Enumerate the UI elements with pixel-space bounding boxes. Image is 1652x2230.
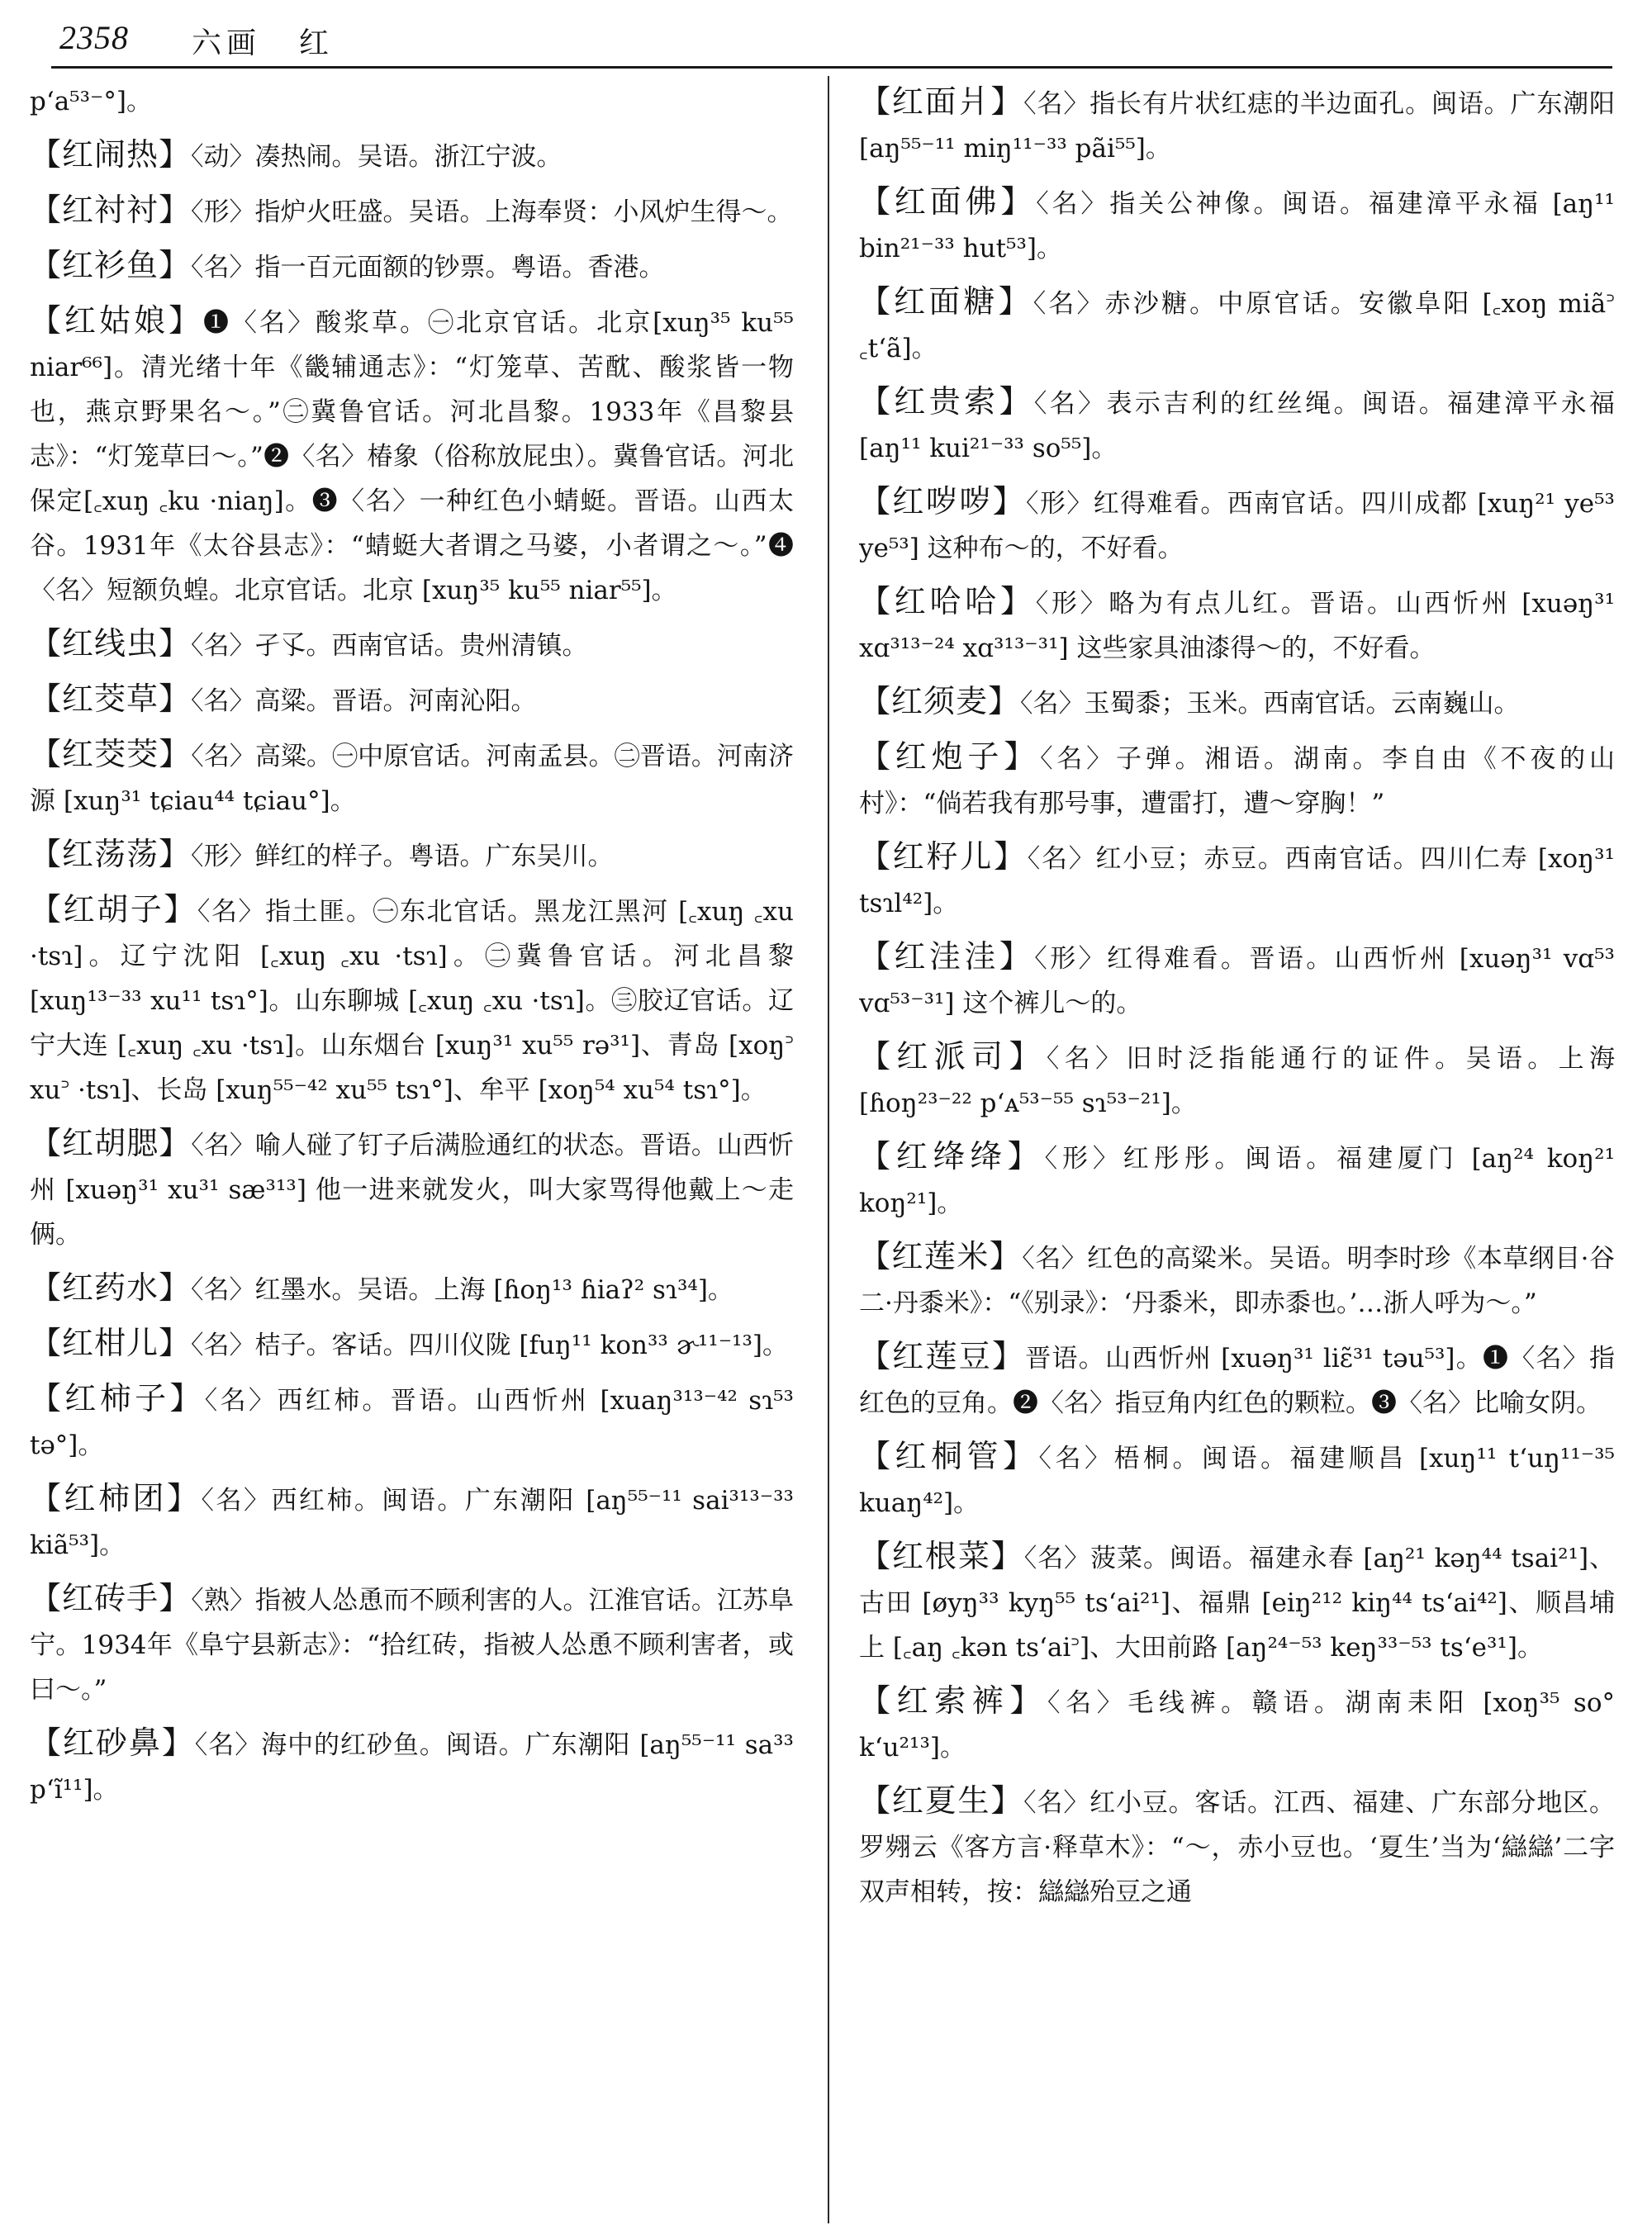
continuation-text: p‘a⁵³⁻°]。 (30, 87, 152, 116)
column-divider (828, 76, 829, 2223)
entry-headword: 【红柑儿】 (30, 1325, 192, 1361)
entry-headword: 【红衬衬】 (30, 192, 192, 228)
entry-definition: 〈名〉指一百元面额的钞票。粤语。香港。 (191, 253, 665, 282)
entry-definition: 〈形〉红得难看。晋语。山西忻州 [xuəŋ³¹ vɑ⁵³ vɑ⁵³⁻³¹] 这个裤儿～的。 (859, 944, 1615, 1018)
dictionary-entry (859, 479, 1615, 571)
entry-definition: 〈名〉梧桐。闽语。福建顺昌 [xuŋ¹¹ t‘uŋ¹¹⁻³⁵ kuaŋ⁴²]。 (859, 1444, 1615, 1518)
entry-headword: 【红面佛】 (859, 183, 1037, 220)
entry-headword: 【红贵索】 (859, 383, 1034, 420)
entry-headword: 【红哈哈】 (859, 583, 1036, 619)
entry-headword: 【红夏生】 (859, 1782, 1024, 1819)
dictionary-entry (859, 279, 1615, 371)
dictionary-entry (859, 1534, 1615, 1670)
entry-definition: 〈形〉鲜红的样子。粤语。广东吴川。 (191, 842, 614, 871)
entry-definition: 〈名〉高粱。晋语。河南沁阳。 (191, 686, 537, 716)
entry-headword: 【红柿团】 (30, 1480, 202, 1516)
entry-definition: 〈形〉指炉火旺盛。吴语。上海奉贤：小风炉生得～。 (191, 197, 793, 227)
entry-definition: 〈名〉指长有片状红痣的半边面孔。闽语。广东潮阳 [aŋ⁵⁵⁻¹¹ miŋ¹¹⁻³³ pãi⁵⁵]。 (859, 89, 1615, 164)
dictionary-entry (30, 676, 794, 724)
right-entry-list (859, 79, 1615, 1914)
entry-headword: 【红线虫】 (30, 625, 192, 662)
entry-headword: 【红籽儿】 (859, 838, 1028, 875)
entry-headword: 【红须麦】 (859, 683, 1021, 719)
entry-headword: 【红砖手】 (30, 1580, 192, 1616)
entry-definition: 〈名〉孑孓。西南官话。贵州清镇。 (191, 631, 588, 661)
dictionary-entry (30, 243, 794, 290)
dictionary-entry (30, 187, 794, 235)
entry-definition: 〈名〉指土匪。㊀东北官话。黑龙江黑河 [꜀xuŋ ꜀xu ·tsɿ]。辽宁沈阳 [꜀xuŋ ꜀xu ·tsɿ]。㊁冀鲁官话。河北昌黎 [xuŋ¹³⁻³³ xu¹¹ tsɿ°]。山东聊城 [꜀xuŋ ꜀xu ·tsɿ]。㊂胶辽官话。辽宁大连 [꜀xuŋ ꜀xu ·tsɿ]。山东烟台 [xuŋ³¹ xu⁵⁵ rə³¹]、青岛 [xoŋ꜄ xu꜄ ·tsɿ]、长岛 [xuŋ⁵⁵⁻⁴² xu⁵⁵ tsɿ°]、牟平 [xoŋ⁵⁴ xu⁵⁴ tsɿ°]。 (30, 897, 794, 1105)
entry-headword: 【红药水】 (30, 1269, 192, 1306)
entry-definition: 〈名〉西红柿。晋语。山西忻州 [xuaŋ³¹³⁻⁴² sɿ⁵³ tə°]。 (30, 1386, 794, 1460)
entry-definition: 〈名〉西红柿。闽语。广东潮阳 [aŋ⁵⁵⁻¹¹ sai³¹³⁻³³ kiã⁵³]。 (30, 1486, 794, 1560)
entry-headword: 【红洼洼】 (859, 938, 1035, 975)
entry-definition: 〈动〉凑热闹。吴语。浙江宁波。 (191, 142, 563, 172)
entry-definition: 〈名〉表示吉利的红丝绳。闽语。福建漳平永福 [aŋ¹¹ kui²¹⁻³³ so⁵⁵]。 (859, 389, 1615, 463)
entry-definition: 〈名〉玉蜀黍；玉米。西南官话。云南巍山。 (1020, 689, 1520, 719)
dictionary-entry (859, 734, 1615, 826)
entry-definition: 〈名〉喻人碰了钉子后满脸通红的状态。晋语。山西忻州 [xuəŋ³¹ xu³¹ sæ³¹³] 他一进来就发火，叫大家骂得他戴上～走俩。 (30, 1131, 794, 1250)
dictionary-entry (859, 1778, 1615, 1914)
page-header (59, 17, 1602, 64)
entry-headword: 【红砂鼻】 (30, 1725, 195, 1761)
dictionary-entry (30, 832, 794, 879)
entry-headword: 【红闹热】 (30, 136, 192, 173)
right-column (859, 79, 1615, 2227)
index-character: 红 (299, 26, 330, 60)
entry-headword: 【红索裤】 (859, 1682, 1048, 1719)
dictionary-entry (859, 379, 1615, 471)
entry-definition: 〈名〉毛线裤。赣语。湖南耒阳 [xoŋ³⁵ so° k‘u²¹³]。 (859, 1688, 1615, 1763)
left-column (30, 79, 794, 2227)
dictionary-entry (30, 1576, 794, 1712)
entry-headword: 【红哕哕】 (859, 483, 1027, 520)
entry-definition: 〈名〉红小豆；赤豆。西南官话。四川仁寿 [xoŋ³¹ tsɿl⁴²]。 (859, 844, 1615, 918)
entry-headword: 【红面糖】 (859, 283, 1033, 320)
dictionary-entry (859, 679, 1615, 726)
dictionary-entry (859, 1334, 1615, 1426)
dictionary-entry (30, 298, 794, 613)
entry-headword: 【红派司】 (859, 1038, 1047, 1075)
dictionary-entry (30, 1476, 794, 1568)
entry-headword: 【红胡腮】 (30, 1125, 192, 1161)
entry-headword: 【红茭草】 (30, 681, 192, 717)
entry-headword: 【红柿子】 (30, 1380, 205, 1416)
entry-definition: 〈名〉高粱。㊀中原官话。河南孟县。㊁晋语。河南济源 [xuŋ³¹ tɕiau⁴⁴ tɕiau°]。 (30, 742, 794, 816)
dictionary-entry (30, 1121, 794, 1257)
dictionary-entry (859, 1134, 1615, 1226)
entry-definition: 〈形〉略为有点儿红。晋语。山西忻州 [xuəŋ³¹ xɑ³¹³⁻²⁴ xɑ³¹³⁻³¹] 这些家具油漆得～的，不好看。 (859, 589, 1615, 663)
entry-headword: 【红莲豆】 (859, 1338, 1026, 1374)
entry-definition: 〈名〉红墨水。吴语。上海 [ɦoŋ¹³ ɦiaʔ² sɿ³⁴]。 (191, 1275, 733, 1305)
dictionary-entry (30, 132, 794, 179)
entry-headword: 【红衫鱼】 (30, 247, 192, 283)
header-rule (51, 66, 1612, 69)
entry-definition: 〈名〉红色的高粱米。吴语。明李时珍《本草纲目·谷二·丹黍米》：“《别录》：‘丹黍米，即赤黍也。’…浙人呼为～。” (859, 1244, 1615, 1318)
dictionary-entry (30, 1376, 794, 1468)
dictionary-entry (30, 732, 794, 823)
entry-definition: 〈名〉菠菜。闽语。福建永春 [aŋ²¹ kəŋ⁴⁴ tsai²¹]、古田 [øyŋ³³ kyŋ⁵⁵ ts‘ai²¹]、福鼎 [eiŋ²¹² kiŋ⁴⁴ ts‘ai⁴²]、顺昌埔上 [꜀aŋ ꜀kən ts‘ai꜄]、大田前路 [aŋ²⁴⁻⁵³ keŋ³³⁻⁵³ ts‘e³¹]。 (859, 1544, 1615, 1663)
entry-headword: 【红姑娘】 (30, 302, 204, 339)
entry-definition: ❶〈名〉酸浆草。㊀北京官话。北京[xuŋ³⁵ ku⁵⁵ niar⁶⁶]。清光绪十年《畿辅通志》：“灯笼草、苦酖、酸浆皆一物也，燕京野果名～。”㊁冀鲁官话。河北昌黎。1933年《昌黎县志》：“灯笼草曰～。”❷〈名〉椿象（俗称放屁虫）。冀鲁官话。河北保定[꜀xuŋ ꜀ku ·niaŋ]。❸〈名〉一种红色小蜻蜓。晋语。山西太谷。1931年《太谷县志》：“蜻蜓大者谓之马婆，小者谓之～。”❹〈名〉短额负蝗。北京官话。北京 [xuŋ³⁵ ku⁵⁵ niar⁵⁵]。 (30, 308, 794, 605)
entry-headword: 【红桐管】 (859, 1438, 1039, 1474)
entry-definition: 〈名〉指关公神像。闽语。福建漳平永福 [aŋ¹¹ bin²¹⁻³³ hut⁵³]。 (859, 189, 1615, 263)
entry-definition: 〈名〉赤沙糖。中原官话。安徽阜阳 [꜀xoŋ miã꜄ ꜀t‘ã]。 (859, 289, 1615, 363)
dictionary-entry (30, 1321, 794, 1368)
entry-headword: 【红茭茭】 (30, 736, 192, 772)
dictionary-entry (859, 1034, 1615, 1126)
dictionary-entry (30, 1265, 794, 1312)
dictionary-entry (859, 1678, 1615, 1770)
dictionary-entry (859, 934, 1615, 1026)
dictionary-entry (859, 1234, 1615, 1326)
entry-headword: 【红根菜】 (859, 1538, 1024, 1574)
left-entry-list (30, 132, 794, 1812)
entry-definition: 〈名〉红小豆。客话。江西、福建、广东部分地区。罗翙云《客方言·释草木》：“～，赤小豆也。‘夏生’当为‘䜌䜌’二字双声相转，按：䜌䜌殆豆之通 (859, 1788, 1615, 1907)
entry-definition: 〈形〉红得难看。西南官话。四川成都 [xuŋ²¹ ye⁵³ ye⁵³] 这种布～的，不好看。 (859, 489, 1615, 563)
dictionary-entry (859, 579, 1615, 671)
dictionary-entry (859, 79, 1615, 171)
entry-definition: 〈名〉桔子。客话。四川仪陇 [fuŋ¹¹ kon³³ ɚ¹¹⁻¹³]。 (191, 1331, 789, 1360)
entry-definition: 〈名〉旧时泛指能通行的证件。吴语。上海 [ɦoŋ²³⁻²² p‘ᴀ⁵³⁻⁵⁵ sɿ⁵³⁻²¹]。 (859, 1044, 1615, 1118)
page-number: 2358 (59, 19, 129, 56)
entry-headword: 【红绛绛】 (859, 1138, 1045, 1174)
entry-headword: 【红胡子】 (30, 891, 197, 928)
entry-definition: 晋语。山西忻州 [xuəŋ³¹ liɛ̃³¹ təu⁵³]。❶〈名〉指红色的豆角。❷〈名〉指豆角内红色的颗粒。❸〈名〉比喻女阴。 (859, 1344, 1615, 1418)
dictionary-entry (30, 1720, 794, 1812)
entry-headword: 【红莲米】 (859, 1238, 1023, 1274)
dictionary-entry (859, 834, 1615, 926)
dictionary-entry (859, 1434, 1615, 1525)
entry-definition: 〈名〉海中的红砂鱼。闽语。广东潮阳 [aŋ⁵⁵⁻¹¹ sa³³ p‘ĩ¹¹]。 (30, 1730, 794, 1805)
dictionary-entry (859, 179, 1615, 271)
entry-definition: 〈形〉红彤彤。闽语。福建厦门 [aŋ²⁴ koŋ²¹ koŋ²¹]。 (859, 1144, 1615, 1218)
entry-definition: 〈熟〉指被人怂恿而不顾利害的人。江淮官话。江苏阜宁。1934年《阜宁县新志》：“拾红砖，指被人怂恿不顾利害者，或曰～。” (30, 1586, 794, 1705)
dictionary-entry (30, 621, 794, 668)
entry-headword: 【红面爿】 (859, 83, 1024, 120)
entry-definition: 〈名〉子弹。湘语。湖南。李自由《不夜的山村》：“倘若我有那号事，遭雷打，遭～穿胸！” (859, 744, 1615, 818)
entry-headword: 【红荡荡】 (30, 836, 192, 872)
entry-headword: 【红炮子】 (859, 738, 1041, 775)
radical-label: 六画 (192, 26, 262, 60)
dictionary-entry (30, 887, 794, 1113)
